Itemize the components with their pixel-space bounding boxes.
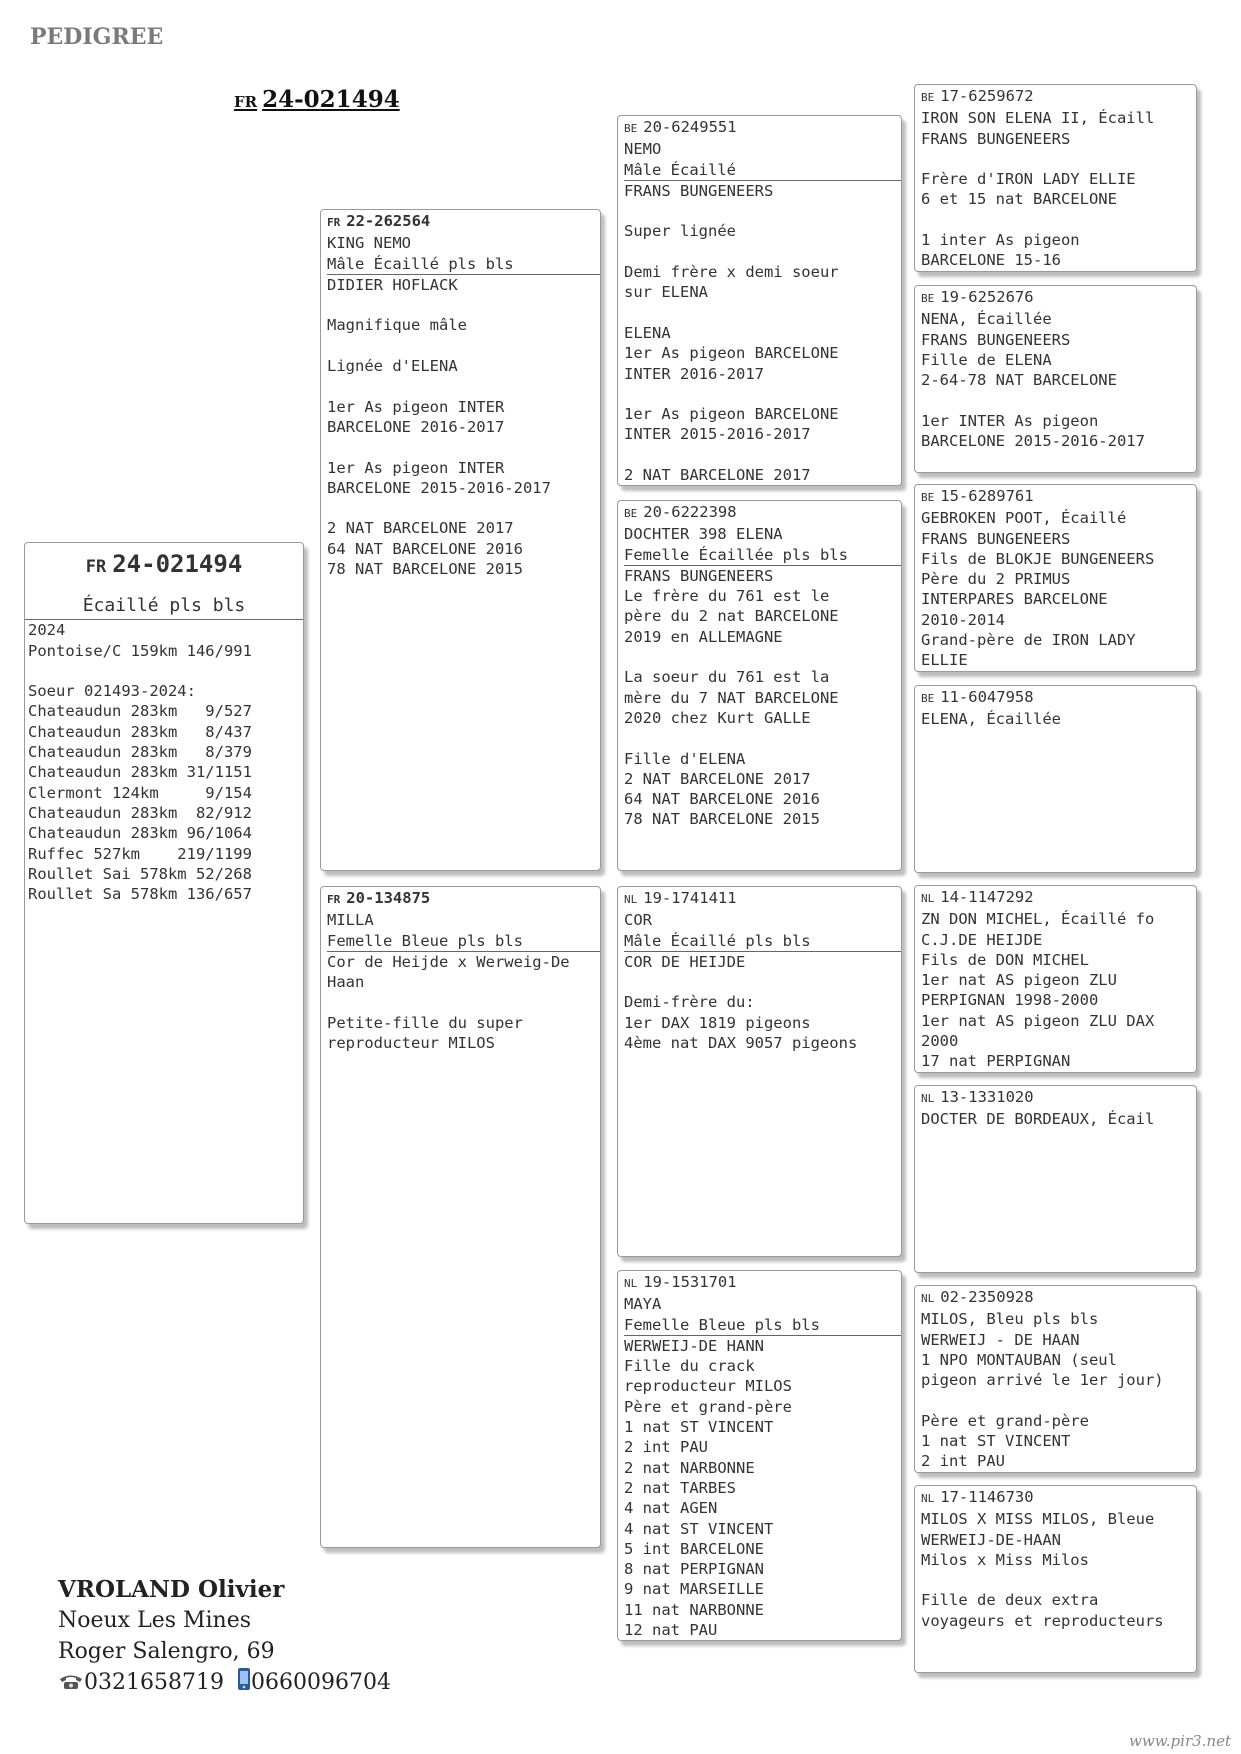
card-line: 1er nat AS pigeon ZLU (921, 971, 1117, 990)
subject-ring-country: FR (85, 557, 107, 577)
card-line: Femelle Bleue pls bls (327, 931, 600, 952)
card-line (327, 992, 594, 1012)
ring-value: 19-1531701 (643, 1273, 737, 1291)
ring-number (624, 888, 895, 910)
card-line: 78 NAT BARCELONE 2015 (624, 810, 820, 829)
great-grandparent-fmf-card (914, 484, 1197, 672)
card-line: Fille d'ELENA (624, 749, 746, 768)
card-line: 64 NAT BARCELONE 2016 (327, 539, 523, 558)
maternal-grandmother-card (617, 1270, 902, 1641)
ring-value: 20-134875 (346, 889, 431, 907)
card-line: 11 nat NARBONNE (624, 1600, 764, 1619)
card-line: Super lignée (624, 222, 736, 241)
card-line: Fille de ELENA (921, 350, 1052, 369)
card-line: FRANS BUNGENEERS (624, 566, 774, 585)
subject-line: Clermont 124km 9/154 (28, 783, 252, 802)
ring-number (921, 1087, 1190, 1109)
card-line: MILLA (327, 911, 374, 930)
ring-value: 11-6047958 (940, 688, 1034, 706)
subject-line (28, 661, 300, 681)
subject-line: Chateaudun 283km 96/1064 (28, 824, 252, 843)
card-line (624, 647, 895, 667)
card-line: FRANS BUNGENEERS (921, 129, 1071, 148)
card-line (624, 384, 895, 404)
card-line: 2020 chez Kurt GALLE (624, 708, 811, 727)
watermark: www.pir3.net (1129, 1732, 1231, 1750)
card-line: 64 NAT BARCELONE 2016 (624, 790, 820, 809)
card-line: Père et grand-père (921, 1411, 1089, 1430)
ring-value: 02-2350928 (940, 1288, 1034, 1306)
card-line (921, 1570, 1190, 1590)
card-line: 1 nat ST VINCENT (921, 1432, 1071, 1451)
subject-line: Soeur 021493-2024: (28, 682, 196, 701)
card-line: 2 int PAU (921, 1452, 1005, 1471)
card-line: NEMO (624, 140, 662, 159)
subject-line: Chateaudun 283km 8/437 (28, 722, 252, 741)
card-line: BARCELONE 15-16 (921, 251, 1061, 270)
card-line (624, 242, 895, 262)
card-line: INTER 2015-2016-2017 (624, 425, 811, 444)
subject-lines (28, 620, 300, 904)
card-line: 2000 (921, 1032, 959, 1051)
card-line: reproducteur MILOS (327, 1034, 495, 1053)
card-line (921, 1390, 1190, 1410)
ring-number (921, 1487, 1190, 1509)
card-line (327, 336, 594, 356)
ring-value: 20-6222398 (643, 503, 737, 521)
ring-country: BE (921, 91, 935, 104)
page-title: PEDIGREE (30, 24, 164, 50)
ring-number (624, 502, 895, 524)
card-line: IRON SON ELENA II, Écaill (921, 109, 1155, 128)
card-line (624, 728, 895, 748)
ring-country: NL (624, 1277, 638, 1290)
card-line (921, 390, 1190, 410)
card-line: Demi-frère du: (624, 993, 755, 1012)
subject-line: Pontoise/C 159km 146/991 (28, 641, 252, 660)
card-line: 1er As pigeon BARCELONE (624, 344, 839, 363)
header-ring-number: 24-021494 (262, 86, 400, 113)
owner-mobile: 0660096704 (250, 1670, 391, 1695)
card-line: Père et grand-père (624, 1397, 792, 1416)
card-line: 4ème nat DAX 9057 pigeons (624, 1034, 858, 1053)
card-line: ELENA, Écaillée (921, 710, 1061, 729)
card-line: DOCTER DE BORDEAUX, Écail (921, 1110, 1155, 1129)
ring-country: FR (327, 216, 341, 229)
ring-country: BE (921, 491, 935, 504)
card-line: MAYA (624, 1295, 662, 1314)
ring-country: NL (921, 1292, 935, 1305)
ring-value: 13-1331020 (940, 1088, 1034, 1106)
card-line: PERPIGNAN 1998-2000 (921, 991, 1099, 1010)
ring-country: NL (921, 1092, 935, 1105)
card-line: 9 nat MARSEILLE (624, 1580, 764, 1599)
card-line: pigeon arrivé le 1er jour) (921, 1371, 1164, 1390)
owner-block (58, 1574, 391, 1700)
subject-card (24, 542, 304, 1224)
card-line (327, 376, 594, 396)
card-line: Femelle Écaillée pls bls (624, 545, 901, 566)
card-line: Fille de deux extra (921, 1591, 1099, 1610)
card-line: Femelle Bleue pls bls (624, 1315, 901, 1336)
ring-country: BE (921, 292, 935, 305)
card-line: 6 et 15 nat BARCELONE (921, 190, 1117, 209)
card-line: 12 nat PAU (624, 1621, 718, 1640)
card-line: 2 NAT BARCELONE 2017 (327, 519, 514, 538)
card-line: 78 NAT BARCELONE 2015 (327, 560, 523, 579)
ring-number (921, 887, 1190, 909)
great-grandparent-mmm-card (914, 1485, 1197, 1673)
card-line: 4 nat ST VINCENT (624, 1519, 774, 1538)
paternal-grandfather-card (617, 115, 902, 486)
great-grandparent-fff-card (914, 84, 1197, 272)
ring-value: 19-1741411 (643, 889, 737, 907)
card-line (327, 295, 594, 315)
subject-line: Chateaudun 283km 31/1151 (28, 763, 252, 782)
phone-icon (58, 1669, 84, 1700)
card-line: Mâle Écaillé pls bls (624, 931, 901, 952)
card-line: ZN DON MICHEL, Écaillé fo (921, 910, 1155, 929)
ring-number (921, 687, 1190, 709)
card-line (624, 972, 895, 992)
paternal-grandmother-card (617, 500, 902, 871)
card-line (624, 201, 895, 221)
card-line: sur ELENA (624, 283, 708, 302)
card-line: 2010-2014 (921, 610, 1005, 629)
card-line (327, 498, 594, 518)
card-line: Mâle Écaillé (624, 160, 901, 181)
card-line: 2 NAT BARCELONE 2017 (624, 466, 811, 485)
card-line (624, 303, 895, 323)
ring-number (327, 888, 594, 910)
card-line: WERWEIJ-DE HANN (624, 1336, 764, 1355)
card-line: INTER 2016-2017 (624, 364, 764, 383)
card-line: KING NEMO (327, 234, 411, 253)
card-line (624, 445, 895, 465)
ring-country: BE (624, 507, 638, 520)
card-line: GEBROKEN POOT, Écaillé (921, 509, 1127, 528)
ring-country: BE (921, 692, 935, 705)
header-ring-country: FR (234, 93, 258, 111)
great-grandparent-mfm-card (914, 1085, 1197, 1273)
ring-value: 15-6289761 (940, 487, 1034, 505)
card-line: Fils de DON MICHEL (921, 950, 1089, 969)
card-line: DIDIER HOFLACK (327, 275, 458, 294)
card-line: Magnifique mâle (327, 316, 467, 335)
owner-name: VROLAND Olivier (58, 1576, 285, 1603)
card-line: Milos x Miss Milos (921, 1550, 1089, 1569)
ring-value: 14-1147292 (940, 888, 1034, 906)
great-grandparent-ffm-card (914, 285, 1197, 473)
card-line (921, 210, 1190, 230)
subject-line: Roullet Sai 578km 52/268 (28, 864, 252, 883)
maternal-grandfather-card (617, 886, 902, 1257)
card-line: Fils de BLOKJE BUNGENEERS (921, 549, 1155, 568)
card-line: 1er INTER As pigeon (921, 411, 1099, 430)
great-grandparent-mmf-card (914, 1285, 1197, 1473)
card-line: BARCELONE 2015-2016-2017 (921, 432, 1145, 451)
card-line: COR DE HEIJDE (624, 952, 746, 971)
ring-country: NL (921, 1492, 935, 1505)
subject-line: 2024 (28, 621, 66, 640)
ring-country: NL (624, 893, 638, 906)
card-line: ELLIE (921, 651, 968, 670)
card-line: Le frère du 761 est le (624, 587, 830, 606)
card-line (327, 437, 594, 457)
card-line: FRANS BUNGENEERS (624, 181, 774, 200)
card-line: 1er As pigeon INTER (327, 458, 505, 477)
card-line: BARCELONE 2015-2016-2017 (327, 478, 551, 497)
card-line: Frère d'IRON LADY ELLIE (921, 170, 1136, 189)
father-card (320, 209, 601, 871)
ring-value: 22-262564 (346, 212, 431, 230)
card-line: père du 2 nat BARCELONE (624, 607, 839, 626)
card-line: Petite-fille du super (327, 1013, 523, 1032)
ring-number (921, 287, 1190, 309)
card-line: Cor de Heijde x Werweig-De (327, 952, 570, 971)
subject-line: Chateaudun 283km 9/527 (28, 702, 252, 721)
card-line: FRANS BUNGENEERS (921, 529, 1071, 548)
subject-ring (28, 549, 300, 582)
ring-country: FR (327, 893, 341, 906)
card-line: 8 nat PERPIGNAN (624, 1560, 764, 1579)
ring-value: 20-6249551 (643, 118, 737, 136)
card-line: WERWEIJ - DE HAAN (921, 1330, 1080, 1349)
card-line: 2019 en ALLEMAGNE (624, 627, 783, 646)
subject-line: Roullet Sa 578km 136/657 (28, 885, 252, 904)
card-line: Fille du crack (624, 1357, 755, 1376)
card-line: 1er As pigeon BARCELONE (624, 405, 839, 424)
card-line: 2-64-78 NAT BARCELONE (921, 371, 1117, 390)
ring-value: 19-6252676 (940, 288, 1034, 306)
card-line: MILOS X MISS MILOS, Bleue (921, 1510, 1155, 1529)
subject-color: Écaillé pls bls (25, 596, 303, 620)
ring-number (921, 486, 1190, 508)
ring-number (327, 211, 594, 233)
ring-number (624, 1272, 895, 1294)
card-line: BARCELONE 2016-2017 (327, 417, 505, 436)
subject-line: Chateaudun 283km 82/912 (28, 803, 252, 822)
owner-city: Noeux Les Mines (58, 1608, 252, 1633)
card-line: 2 NAT BARCELONE 2017 (624, 769, 811, 788)
owner-street: Roger Salengro, 69 (58, 1639, 275, 1664)
great-grandparent-fmm-card (914, 685, 1197, 873)
card-line: Demi frère x demi soeur (624, 263, 839, 282)
ring-number (624, 117, 895, 139)
subject-line: Chateaudun 283km 8/379 (28, 743, 252, 762)
card-line: Père du 2 PRIMUS (921, 570, 1071, 589)
card-line: DOCHTER 398 ELENA (624, 525, 783, 544)
card-line: 1er As pigeon INTER (327, 397, 505, 416)
card-line: 2 nat NARBONNE (624, 1458, 755, 1477)
ring-number (921, 1287, 1190, 1309)
card-line: COR (624, 911, 652, 930)
card-line: 17 nat PERPIGNAN (921, 1052, 1071, 1071)
mother-card (320, 886, 601, 1548)
card-line: NENA, Écaillée (921, 310, 1052, 329)
card-line: Mâle Écaillé pls bls (327, 254, 600, 275)
ring-country: BE (624, 122, 638, 135)
card-line: FRANS BUNGENEERS (921, 330, 1071, 349)
card-line: reproducteur MILOS (624, 1377, 792, 1396)
card-line: voyageurs et reproducteurs (921, 1611, 1164, 1630)
card-line (921, 149, 1190, 169)
card-line: C.J.DE HEIJDE (921, 930, 1043, 949)
card-line: WERWEIJ-DE-HAAN (921, 1530, 1061, 1549)
card-line: mère du 7 NAT BARCELONE (624, 688, 839, 707)
card-line: Lignée d'ELENA (327, 357, 458, 376)
ring-value: 17-6259672 (940, 87, 1034, 105)
header-ring (234, 86, 400, 113)
card-line: INTERPARES BARCELONE (921, 590, 1108, 609)
owner-phone: 0321658719 (84, 1670, 224, 1695)
card-line: Haan (327, 973, 365, 992)
card-line: Grand-père de IRON LADY (921, 631, 1136, 650)
card-line: 1er DAX 1819 pigeons (624, 1013, 811, 1032)
card-line: ELENA (624, 323, 671, 342)
card-line: 1 inter As pigeon (921, 231, 1080, 250)
card-line: 1er nat AS pigeon ZLU DAX (921, 1011, 1155, 1030)
mobile-icon (237, 1667, 251, 1700)
subject-line: Ruffec 527km 219/1199 (28, 844, 252, 863)
great-grandparent-mff-card (914, 885, 1197, 1073)
card-line: 2 int PAU (624, 1438, 708, 1457)
card-line: La soeur du 761 est la (624, 668, 830, 687)
card-line: 2 nat TARBES (624, 1478, 736, 1497)
card-line: 5 int BARCELONE (624, 1539, 764, 1558)
card-line: 1 NPO MONTAUBAN (seul (921, 1350, 1117, 1369)
ring-value: 17-1146730 (940, 1488, 1034, 1506)
card-line: 4 nat AGEN (624, 1499, 718, 1518)
subject-ring-number: 24-021494 (112, 550, 243, 578)
card-line: MILOS, Bleu pls bls (921, 1310, 1099, 1329)
owner-phones (58, 1667, 391, 1700)
ring-number (921, 86, 1190, 108)
ring-country: NL (921, 892, 935, 905)
card-line: 1 nat ST VINCENT (624, 1418, 774, 1437)
